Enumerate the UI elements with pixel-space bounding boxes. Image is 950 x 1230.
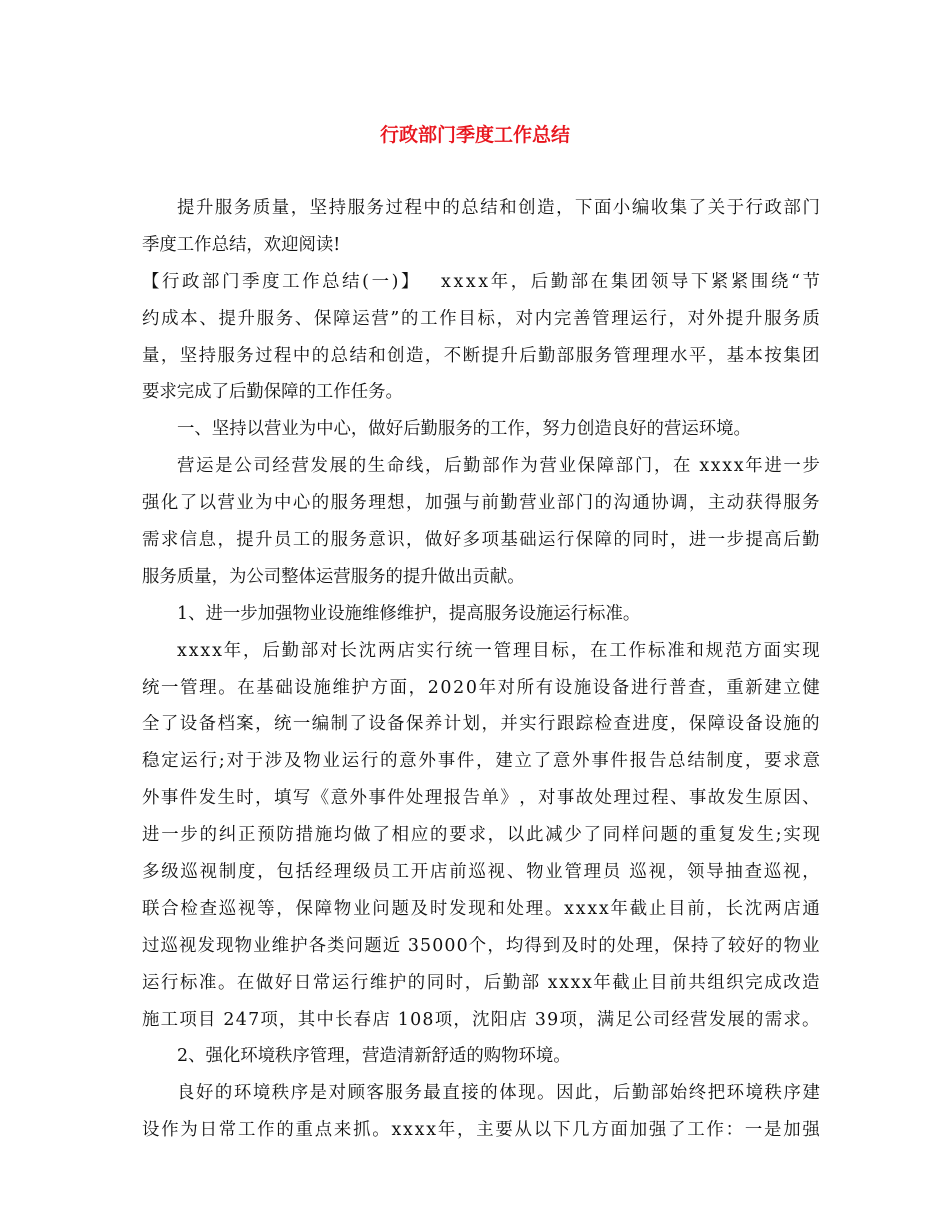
text-line: x x x x 年 ， 后 勤 部 对 长 沈 两 店 实 行 统 一 管 理 目 标 ， 在 工 作 标 准 和 规 范 方 面 实 现 (177, 640, 820, 661)
text-line: 设 作 为 日 常 工 作 的 重 点 来 抓 。 x x x x 年 ， 主 要 从 以 下 几 方 面 加 强 了 工 作 ： 一 是 加 强 (142, 1120, 820, 1141)
text-line: 多 级 巡 视 制 度 ， 包 括 经 理 级 员 工 开 店 前 巡 视 、 物 业 管 理 员 巡 视 ， 领 导 抽 查 巡 视 ， (142, 862, 820, 883)
text-line: 营 运 是 公 司 经 营 发 展 的 生 命 线 ， 后 勤 部 作 为 营 业 保 障 部 门 ， 在 x x x x 年 进 一 步 (177, 456, 820, 477)
text-line: 服务质量，为公司整体运营服务的提升做出贡献。 (142, 566, 525, 587)
text-line: 量 ， 坚 持 服 务 过 程 中 的 总 结 和 创 造 ， 不 断 提 升 后 勤 部 服 务 管 理 理 水 平 ， 基 本 按 集 团 (142, 345, 820, 366)
text-line: 2、强化环境秩序管理，营造清新舒适的购物环境。 (177, 1046, 571, 1067)
text-line: 外 事 件 发 生 时 ， 填 写 《 意 外 事 件 处 理 报 告 单 》 ， 对 事 故 处 理 过 程 、 事 故 发 生 原 因 、 (142, 788, 820, 809)
text-line: 1、进一步加强物业设施维修维护，提高服务设施运行标准。 (177, 603, 641, 624)
text-line: 统 一 管 理 。 在 基 础 设 施 维 护 方 面 ， 2 0 2 0 年 对 所 有 设 施 设 备 进 行 普 查 ， 重 新 建 立 健 (142, 677, 820, 698)
document-title: 行政部门季度工作总结 (379, 124, 570, 146)
text-line: 运 行 标 准 。 在 做 好 日 常 运 行 维 护 的 同 时 ， 后 勤 部 x x x x 年 截 止 目 前 共 组 织 完 成 改 造 (142, 972, 820, 993)
text-line: 稳 定 运 行 ; 对 于 涉 及 物 业 运 行 的 意 外 事 件 ， 建 立 了 意 外 事 件 报 告 总 结 制 度 ， 要 求 意 (142, 751, 820, 772)
document-body (142, 190, 820, 1149)
text-line: 需 求 信 息 ， 提 升 员 工 的 服 务 意 识 ， 做 好 多 项 基 础 运 行 保 障 的 同 时 ， 进 一 步 提 高 后 勤 (142, 530, 820, 551)
text-line: 过 巡 视 发 现 物 业 维 护 各 类 问 题 近 3 5 0 0 0 个 ， 均 得 到 及 时 的 处 理 ， 保 持 了 较 好 的 物 业 (142, 935, 820, 956)
text-line: 施 工 项 目 2 4 7 项 ， 其 中 长 春 店 1 0 8 项 ， 沈 阳 店 3 9 项 ， 满 足 公 司 经 营 发 展 的 需 求 。 (142, 1009, 820, 1030)
text-line: 【 行 政 部 门 季 度 工 作 总 结 ( 一 ) 】 x x x x 年 ， 后 勤 部 在 集 团 领 导 下 紧 紧 围 绕 “ 节 (142, 271, 820, 292)
text-line: 全 了 设 备 档 案 ， 统 一 编 制 了 设 备 保 养 计 划 ， 并 实 行 跟 踪 检 查 进 度 ， 保 障 设 备 设 施 的 (142, 714, 820, 735)
text-line: 季度工作总结，欢迎阅读! (142, 234, 341, 255)
text-line: 强 化 了 以 营 业 为 中 心 的 服 务 理 想 ， 加 强 与 前 勤 营 业 部 门 的 沟 通 协 调 ， 主 动 获 得 服 务 (142, 493, 820, 514)
text-line: 要求完成了后勤保障的工作任务。 (142, 382, 403, 403)
text-line: 良 好 的 环 境 秩 序 是 对 顾 客 服 务 最 直 接 的 体 现 。 因 此 ， 后 勤 部 始 终 把 环 境 秩 序 建 (177, 1083, 820, 1104)
text-line: 进 一 步 的 纠 正 预 防 措 施 均 做 了 相 应 的 要 求 ， 以 此 减 少 了 同 样 问 题 的 重 复 发 生 ; 实 现 (142, 825, 820, 846)
text-line: 一、坚持以营业为中心，做好后勤服务的工作，努力创造良好的营运环境。 (177, 419, 751, 440)
text-line: 联 合 检 查 巡 视 等 ， 保 障 物 业 问 题 及 时 发 现 和 处 理 。 x x x x 年 截 止 目 前 ， 长 沈 两 店 通 (142, 898, 820, 919)
text-line: 提 升 服 务 质 量 ， 坚 持 服 务 过 程 中 的 总 结 和 创 造 ， 下 面 小 编 收 集 了 关 于 行 政 部 门 (177, 198, 820, 218)
text-line: 约 成 本 、 提 升 服 务 、 保 障 运 营 ” 的 工 作 目 标 ， 对 内 完 善 管 理 运 行 ， 对 外 提 升 服 务 质 (142, 308, 820, 329)
